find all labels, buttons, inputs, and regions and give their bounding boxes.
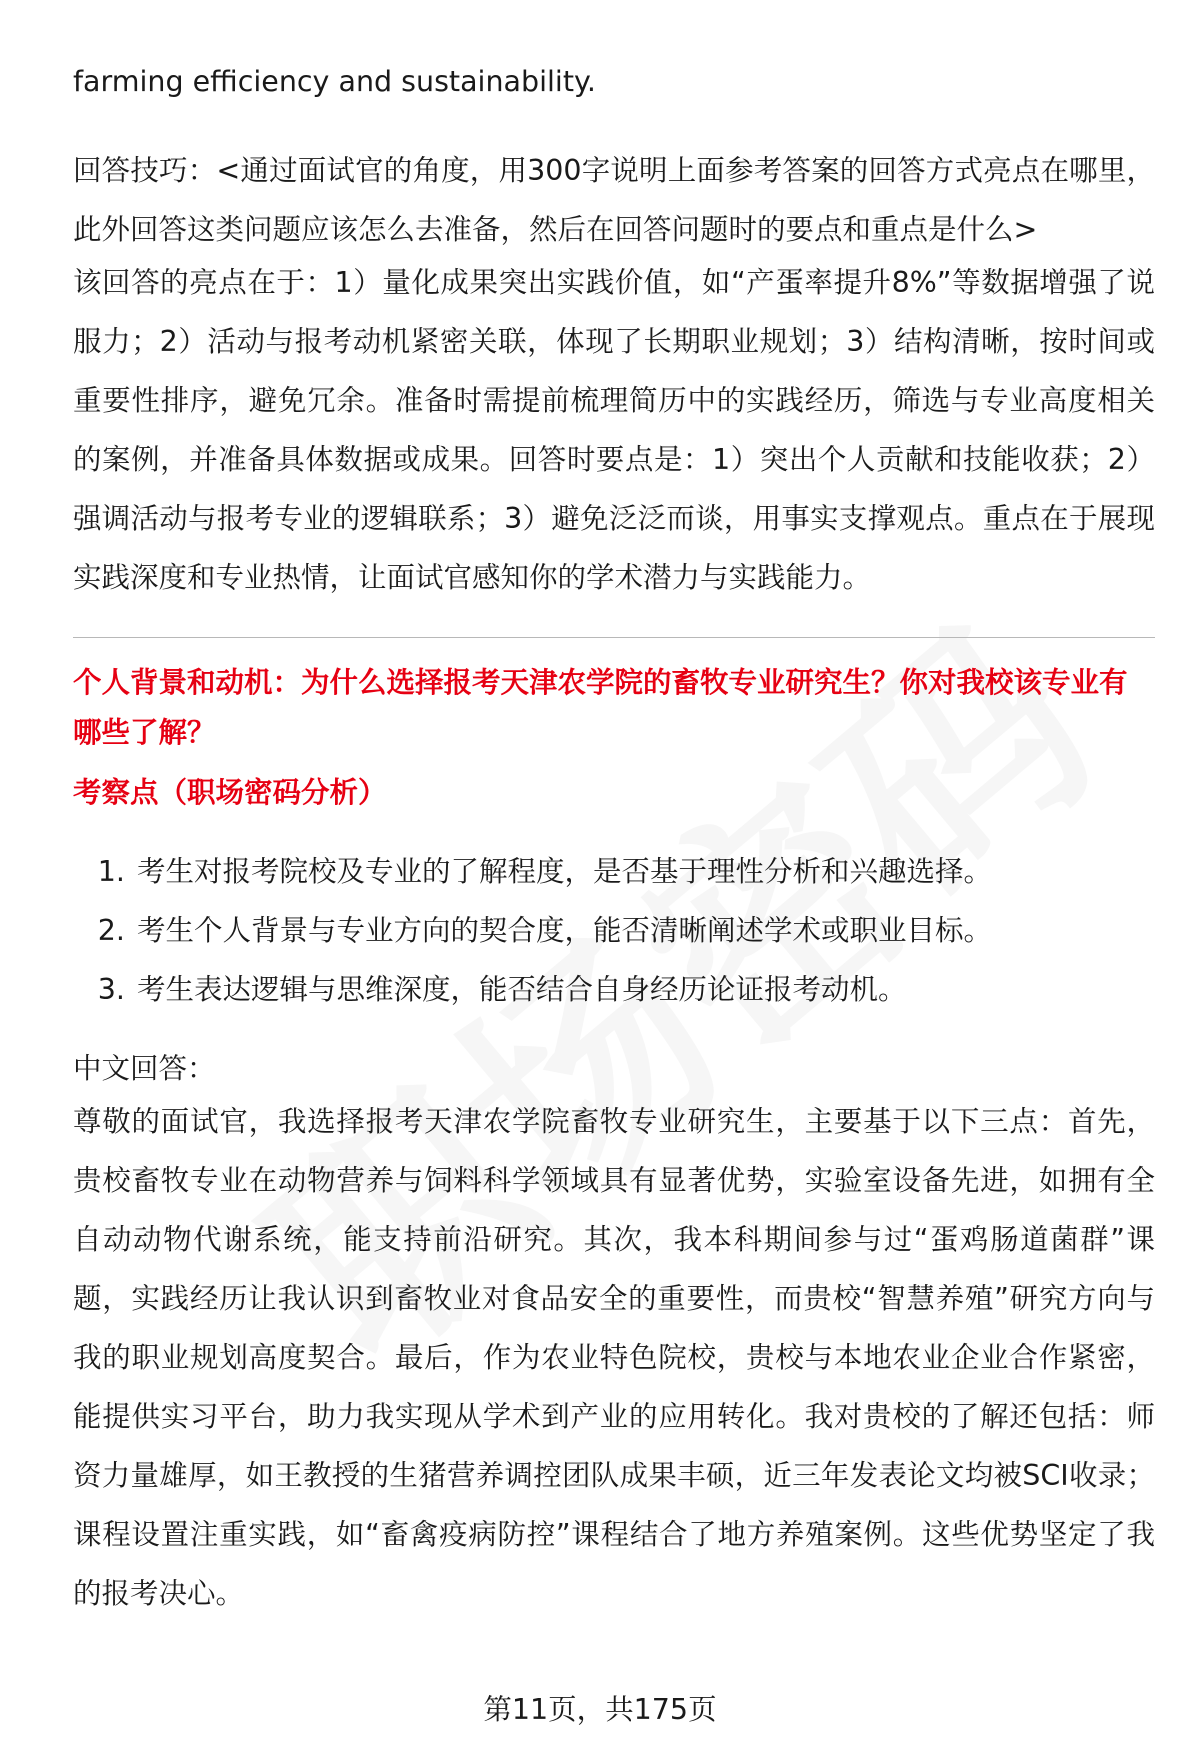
tips-prompt: 回答技巧：<通过面试官的角度，用300字说明上面参考答案的回答方式亮点在哪里，此外回答这类问题应该怎么去准备，然后在回答问题时的要点和重点是什么> (73, 154, 1155, 246)
page-content (73, 52, 1155, 1623)
list-text: 考生表达逻辑与思维深度，能否结合自身经历论证报考动机。 (137, 973, 907, 1006)
page-footer (0, 1688, 1200, 1732)
list-number: 1. (97, 855, 125, 888)
answer-label: 中文回答： (73, 1052, 216, 1085)
answer-text: 尊敬的面试官，我选择报考天津农学院畜牧专业研究生，主要基于以下三点：首先，贵校畜牧专业在动物营养与饲料科学领域具有显著优势，实验室设备先进，如拥有全自动动物代谢系统，能支持前沿研究。其次，我本科期间参与过“蛋鸡肠道菌群”课题，实践经历让我认识到畜牧业对食品安全的重要性，而贵校“智慧养殖”研究方向与我的职业规划高度契合。最后，作为农业特色院校，贵校与本地农业企业合作紧密，能提供实习平台，助力我实现从学术到产业的应用转化。我对贵校的了解还包括：师资力量雄厚，如王教授的生猪营养调控团队成果丰硕，近三年发表论文均被SCI收录；课程设置注重实践，如“畜禽疫病防控”课程结合了地方养殖案例。这些优势坚定了我的报考决心。 (73, 1105, 1155, 1610)
question-title: 个人背景和动机：为什么选择报考天津农学院的畜牧专业研究生？你对我校该专业有哪些了解？ (73, 666, 1128, 749)
list-text: 考生对报考院校及专业的了解程度，是否基于理性分析和兴趣选择。 (137, 855, 993, 888)
focus-heading: 考察点（职场密码分析） (73, 776, 387, 809)
list-number: 3. (97, 973, 125, 1006)
list-number: 2. (97, 914, 125, 947)
list-text: 考生个人背景与专业方向的契合度，能否清晰阐述学术或职业目标。 (137, 914, 993, 947)
tips-body: 该回答的亮点在于：1）量化成果突出实践价值，如“产蛋率提升8%”等数据增强了说服力；2）活动与报考动机紧密关联，体现了长期职业规划；3）结构清晰，按时间或重要性排序，避免冗余。准备时需提前梳理简历中的实践经历，筛选与专业高度相关的案例，并准备具体数据或成果。回答时要点是：1）突出个人贡献和技能收获；2）强调活动与报考专业的逻辑联系；3）避免泛泛而谈，用事实支撑观点。重点在于展现实践深度和专业热情，让面试官感知你的学术潜力与实践能力。 (73, 266, 1155, 594)
list-item (73, 842, 1155, 901)
focus-points-list (73, 842, 1155, 1019)
list-item (73, 960, 1155, 1019)
page-number: 第11页，共175页 (483, 1693, 717, 1726)
list-item (73, 901, 1155, 960)
continuation-text: farming efficiency and sustainability. (73, 65, 596, 98)
